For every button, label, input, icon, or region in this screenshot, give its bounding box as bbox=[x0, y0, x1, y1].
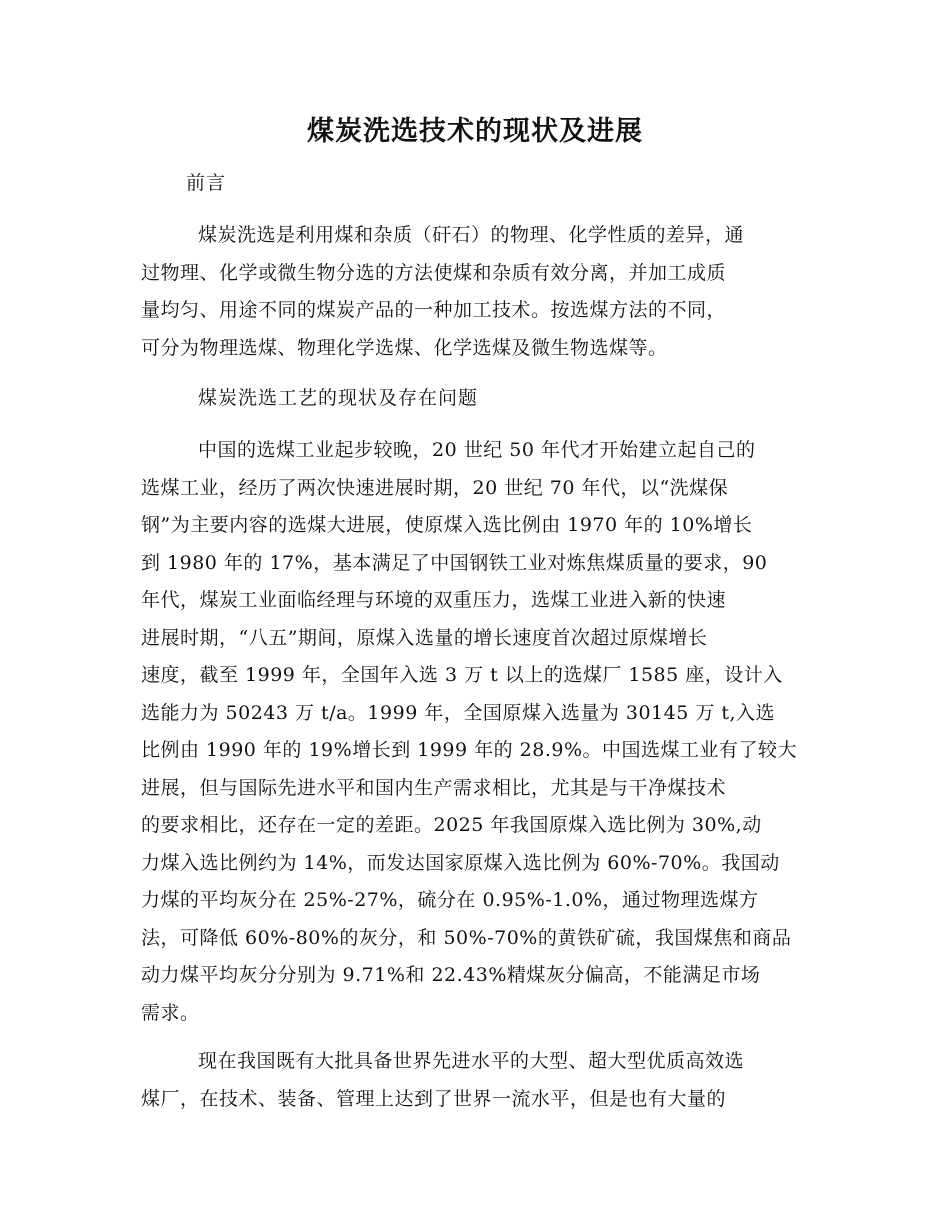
paragraph-line: 选能力为 50243 万 t/a。1999 年，全国原煤入选量为 30145 万 t,入选 bbox=[141, 701, 776, 724]
paragraph-current bbox=[141, 1043, 809, 1118]
paragraph-line: 需求。 bbox=[141, 1001, 200, 1024]
paragraph-line: 钢”为主要内容的选煤大进展，使原煤入选比例由 1970 年的 10%增长 bbox=[141, 514, 753, 536]
paragraph-line: 速度，截至 1999 年，全国年入选 3 万 t 以上的选煤厂 1585 座，设计入 bbox=[141, 664, 783, 686]
paragraph-line: 的要求相比，还存在一定的差距。2025 年我国原煤入选比例为 30%,动 bbox=[141, 814, 762, 836]
paragraph-intro bbox=[141, 217, 809, 367]
paragraph-line: 进展时期，“八五”期间，原煤入选量的增长速度首次超过原煤增长 bbox=[141, 626, 708, 649]
paragraph-line: 进展，但与国际先进水平和国内生产需求相比，尤其是与干净煤技术 bbox=[141, 776, 727, 799]
section-heading-preface: 前言 bbox=[186, 172, 227, 194]
paragraph-line: 煤厂，在技术、装备、管理上达到了世界一流水平，但是也有大量的 bbox=[141, 1087, 727, 1110]
paragraph-line: 选煤工业，经历了两次快速进展时期，20 世纪 70 年代，以“洗煤保 bbox=[141, 476, 729, 499]
paragraph-line: 到 1980 年的 17%，基本满足了中国钢铁工业对炼焦煤质量的要求，90 bbox=[141, 551, 768, 574]
paragraph-line: 煤炭洗选是利用煤和杂质（矸石）的物理、化学性质的差异，通 bbox=[198, 224, 745, 246]
document-title: 煤炭洗选技术的现状及进展 bbox=[307, 116, 643, 147]
paragraph-line: 现在我国既有大批具备世界先进水平的大型、超大型优质高效选 bbox=[198, 1050, 745, 1072]
section-heading-status: 煤炭洗选工艺的现状及存在问题 bbox=[198, 387, 479, 409]
paragraph-line: 力煤的平均灰分在 25%-27%，硫分在 0.95%-1.0%，通过物理选煤方 bbox=[141, 889, 759, 911]
paragraph-line: 年代，煤炭工业面临经理与环境的双重压力，选煤工业进入新的快速 bbox=[141, 589, 727, 611]
paragraph-line: 量均匀、用途不同的煤炭产品的一种加工技术。按选煤方法的不同， bbox=[141, 299, 727, 321]
paragraph-line: 中国的选煤工业起步较晚，20 世纪 50 年代才开始建立起自己的 bbox=[198, 439, 756, 461]
paragraph-line: 比例由 1990 年的 19%增长到 1999 年的 28.9%。中国选煤工业有了较大 bbox=[141, 739, 798, 761]
paragraph-line: 动力煤平均灰分分别为 9.71%和 22.43%精煤灰分偏高，不能满足市场 bbox=[141, 964, 761, 986]
paragraph-line: 法，可降低 60%-80%的灰分，和 50%-70%的黄铁矿硫，我国煤焦和商品 bbox=[141, 926, 792, 949]
paragraph-line: 力煤入选比例约为 14%，而发达国家原煤入选比例为 60%-70%。我国动 bbox=[141, 851, 780, 874]
paragraph-line: 过物理、化学或微生物分选的方法使煤和杂质有效分离，并加工成质 bbox=[141, 261, 727, 284]
paragraph-status bbox=[141, 432, 809, 1032]
paragraph-line: 可分为物理选煤、物理化学选煤、化学选煤及微生物选煤等。 bbox=[141, 336, 668, 359]
